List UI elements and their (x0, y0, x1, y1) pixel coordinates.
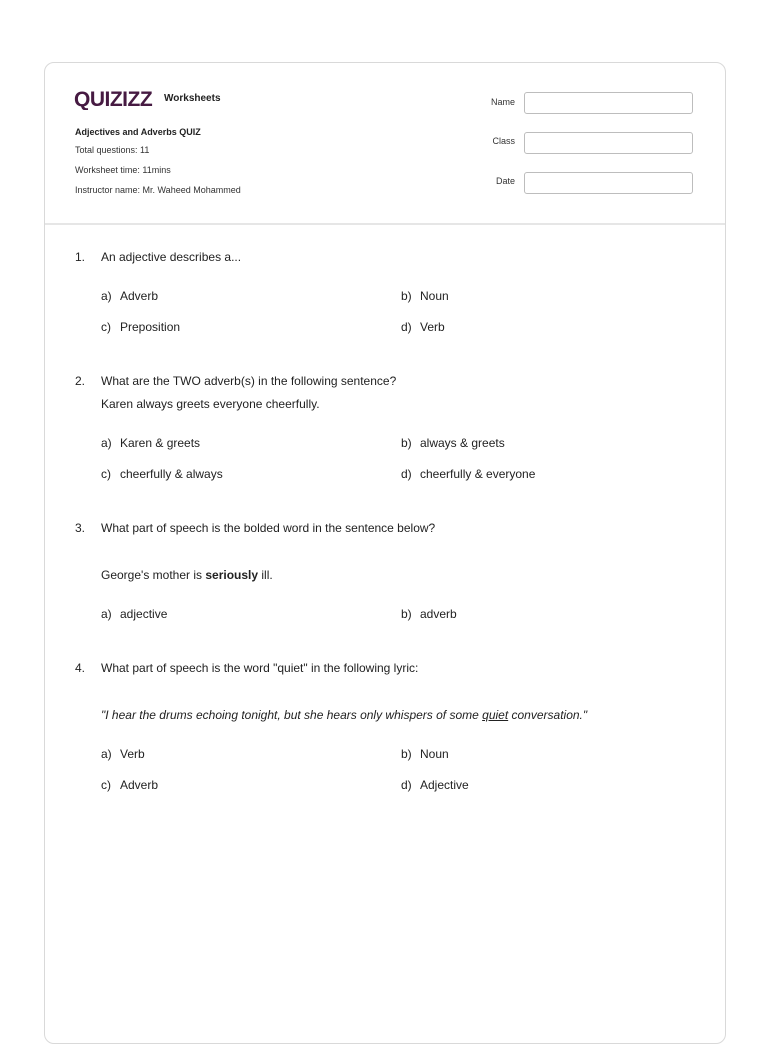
option-d: d) cheerfully & everyone (401, 467, 536, 481)
worksheet-header (45, 63, 725, 225)
total-questions: Total questions: 11 (75, 145, 150, 155)
option-a: a) Karen & greets (101, 436, 201, 450)
name-field[interactable] (524, 92, 693, 114)
question-text: An adjective describes a... (101, 250, 242, 264)
quiz-title: Adjectives and Adverbs QUIZ (75, 127, 201, 137)
question-text: What are the TWO adverb(s) in the following sentence? (101, 374, 397, 388)
option-d: d) Adjective (401, 778, 469, 792)
question-lyric: "I hear the drums echoing tonight, but she hears only whispers of some quiet conversation." (101, 708, 588, 722)
class-label: Class (492, 136, 515, 146)
date-label: Date (495, 176, 515, 186)
question-number: 3. (75, 521, 86, 535)
brand-logo (74, 87, 221, 111)
quizizz-logo-icon (74, 88, 158, 110)
option-a: a) Verb (101, 747, 145, 761)
bold-word: seriously (205, 568, 259, 582)
option-a: a) Adverb (101, 289, 159, 303)
underlined-word: quiet (482, 708, 509, 722)
question-number: 2. (75, 374, 86, 388)
question-number: 4. (75, 661, 86, 675)
option-c: c) Adverb (101, 778, 159, 792)
option-b: b) Noun (401, 289, 449, 303)
question-text: What part of speech is the word "quiet" in the following lyric: (101, 661, 419, 675)
option-a: a) adjective (101, 607, 168, 621)
worksheet-time: Worksheet time: 11mins (75, 165, 171, 175)
option-c: c) Preposition (101, 320, 181, 334)
brand-subtitle: Worksheets (164, 92, 221, 104)
question-sentence: Karen always greets everyone cheerfully. (101, 397, 320, 411)
option-b: b) always & greets (401, 436, 505, 450)
option-c: c) cheerfully & always (101, 467, 223, 481)
name-label: Name (490, 97, 515, 107)
question-text: What part of speech is the bolded word in the sentence below? (101, 521, 436, 535)
worksheet (44, 62, 726, 1044)
question-sentence: George's mother is seriously ill. (101, 568, 273, 582)
instructor-name: Instructor name: Mr. Waheed Mohammed (75, 185, 241, 195)
option-b: b) Noun (401, 747, 449, 761)
date-field[interactable] (524, 172, 693, 194)
option-b: b) adverb (401, 607, 457, 621)
option-d: d) Verb (401, 320, 445, 334)
svg-text:QUIZIZZ: QUIZIZZ (74, 88, 153, 110)
class-field[interactable] (524, 132, 693, 154)
question-number: 1. (75, 250, 86, 264)
